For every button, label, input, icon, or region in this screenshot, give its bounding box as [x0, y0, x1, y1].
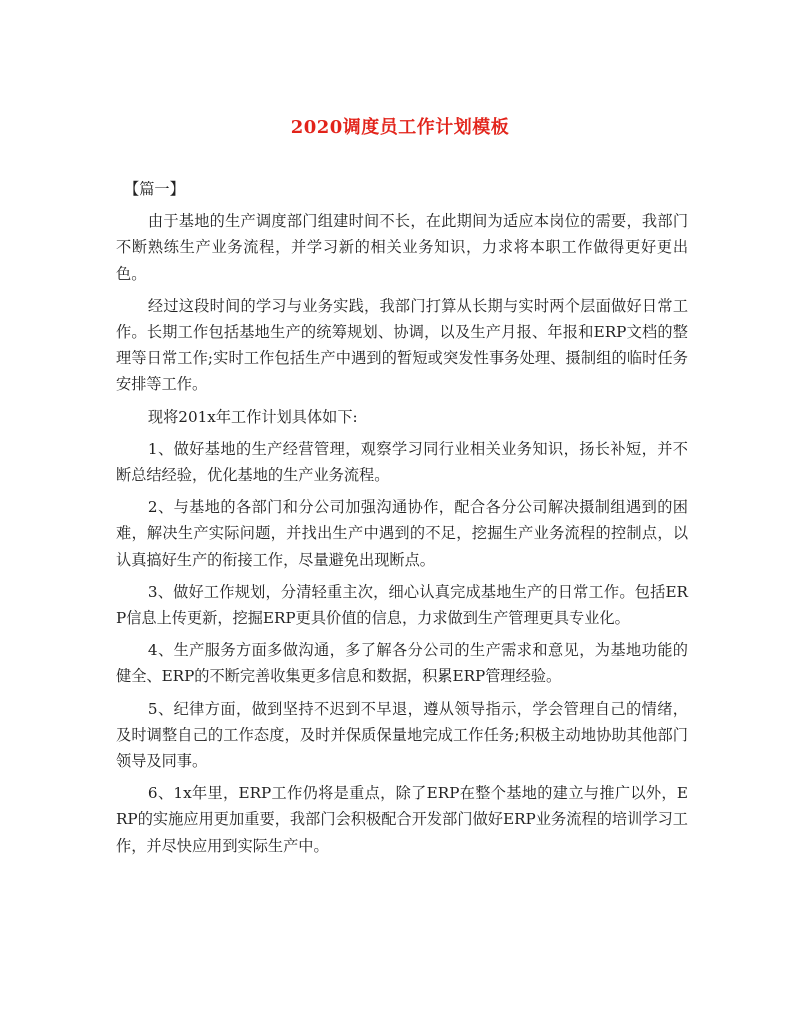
section-label: 【篇一】 [124, 180, 185, 198]
paragraph-plan-lead: 现将201x年工作计划具体如下: [147, 407, 358, 426]
paragraph-item-1: 1、做好基地的生产经营管理，观察学习同行业相关业务知识，扬长补短，并不断总结经验，优化基地的生产业务流程。 [116, 439, 688, 485]
paragraph-work-scope: 经过这段时间的学习与业务实践，我部门打算从长期与实时两个层面做好日常工作。长期工作包括基地生产的统筹规划、协调，以及生产月报、年报和ERP文档的整理等日常工作;实时工作包括生产中遇到的暂短或突发性事务处理、摄制组的临时任务安排等工作。 [116, 296, 688, 394]
paragraph-item-4: 4、生产服务方面多做沟通，多了解各分公司的生产需求和意见，为基地功能的健全、ERP的不断完善收集更多信息和数据，积累ERP管理经验。 [116, 641, 688, 686]
paragraph-item-5: 5、纪律方面，做到坚持不迟到不早退，遵从领导指示，学会管理自己的情绪，及时调整自己的工作态度，及时并保质保量地完成工作任务;积极主动地协助其他部门领导及同事。 [116, 699, 688, 771]
paragraph-item-2: 2、与基地的各部门和分公司加强沟通协作，配合各分公司解决摄制组遇到的困难，解决生产实际问题，并找出生产中遇到的不足，挖掘生产业务流程的控制点，以认真搞好生产的衔接工作，尽量避免出现断点。 [116, 498, 688, 569]
paragraph-intro: 由于基地的生产调度部门组建时间不长，在此期间为适应本岗位的需要，我部门不断熟练生产业务流程，并学习新的相关业务知识，力求将本职工作做得更好更出色。 [116, 212, 688, 283]
document-title: 2020调度员工作计划模板 [290, 117, 510, 138]
paragraph-item-6: 6、1x年里，ERP工作仍将是重点，除了ERP在整个基地的建立与推广以外，ERP的实施应用更加重要，我部门会积极配合开发部门做好ERP业务流程的培训学习工作，并尽快应用到实际生产中。 [116, 784, 688, 855]
document-body [116, 176, 688, 865]
paragraph-item-3: 3、做好工作规划，分清轻重主次，细心认真完成基地生产的日常工作。包括ERP信息上传更新，挖掘ERP更具价值的信息，力求做到生产管理更具专业化。 [116, 582, 688, 628]
